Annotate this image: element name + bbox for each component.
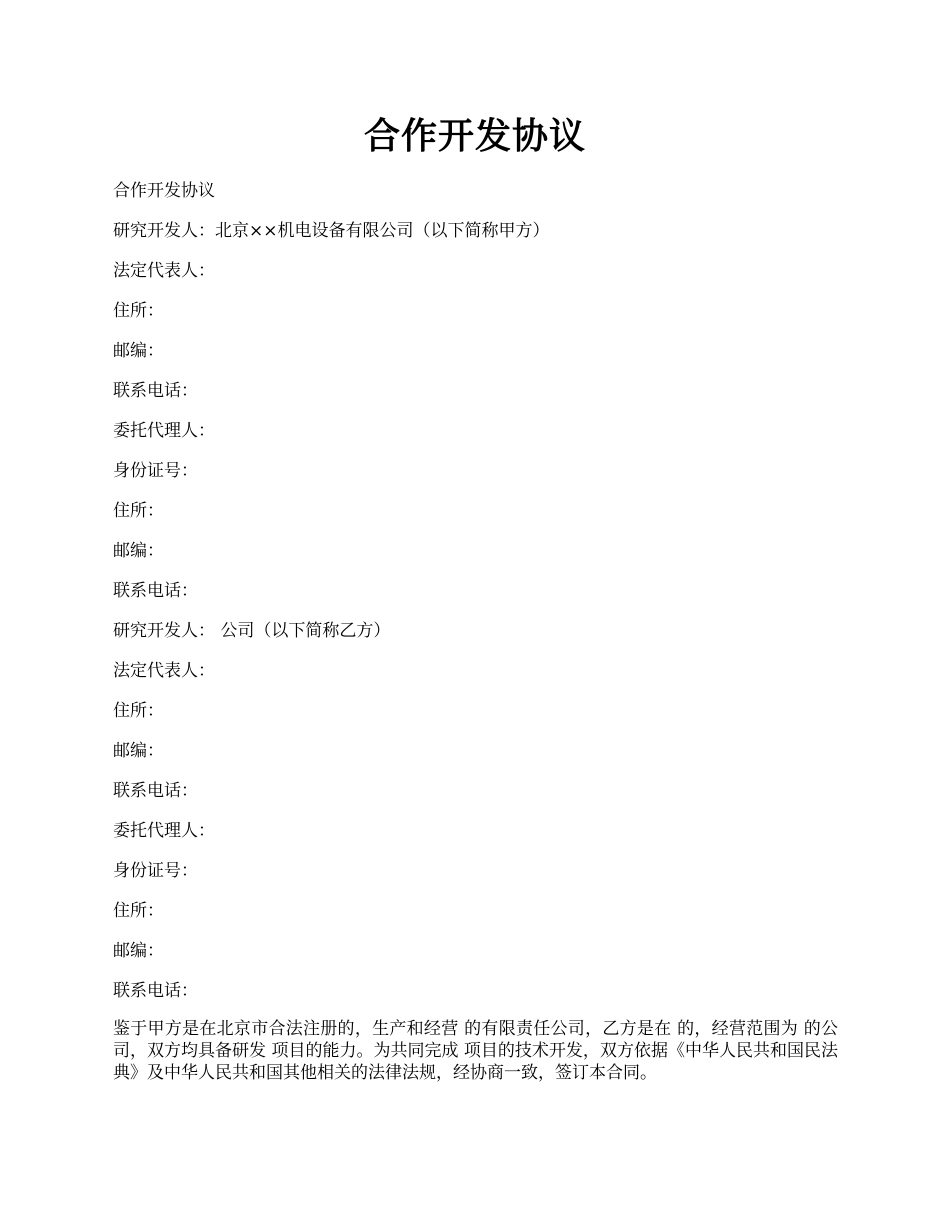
- text-line: 邮编：: [113, 741, 164, 761]
- text-line: 研究开发人：北京××机电设备有限公司（以下简称甲方）: [113, 221, 550, 241]
- preamble-paragraph: 鉴于甲方是在北京市合法注册的，生产和经营 的有限责任公司，乙方是在 的，经营范围为 的公司，双方均具备研发 项目的能力。为共同完成 项目的技术开发，双方依据《中华人民共和国民法典》及中华人民共和国其他相关的法律法规，经协商一致，签订本合同。: [113, 1019, 838, 1083]
- text-line: 住所：: [113, 701, 164, 721]
- text-line: 法定代表人：: [113, 261, 215, 281]
- text-line: 身份证号：: [113, 461, 198, 481]
- text-line: 住所：: [113, 301, 164, 321]
- text-line: 邮编：: [113, 541, 164, 561]
- text-line: 邮编：: [113, 941, 164, 961]
- text-line: 委托代理人：: [113, 821, 215, 841]
- document-body: [113, 178, 838, 1084]
- document-title: 合作开发协议: [363, 115, 586, 157]
- text-line: 联系电话：: [113, 381, 198, 401]
- text-line: 身份证号：: [113, 861, 198, 881]
- text-line: 法定代表人：: [113, 661, 215, 681]
- text-line: 研究开发人： 公司（以下简称乙方）: [113, 621, 391, 641]
- text-line: 委托代理人：: [113, 421, 215, 441]
- text-line: 联系电话：: [113, 781, 198, 801]
- text-line: 住所：: [113, 501, 164, 521]
- text-line: 住所：: [113, 901, 164, 921]
- text-line: 合作开发协议: [113, 181, 215, 201]
- text-line: 邮编：: [113, 341, 164, 361]
- text-line: 联系电话：: [113, 581, 198, 601]
- text-line: 联系电话：: [113, 981, 198, 1001]
